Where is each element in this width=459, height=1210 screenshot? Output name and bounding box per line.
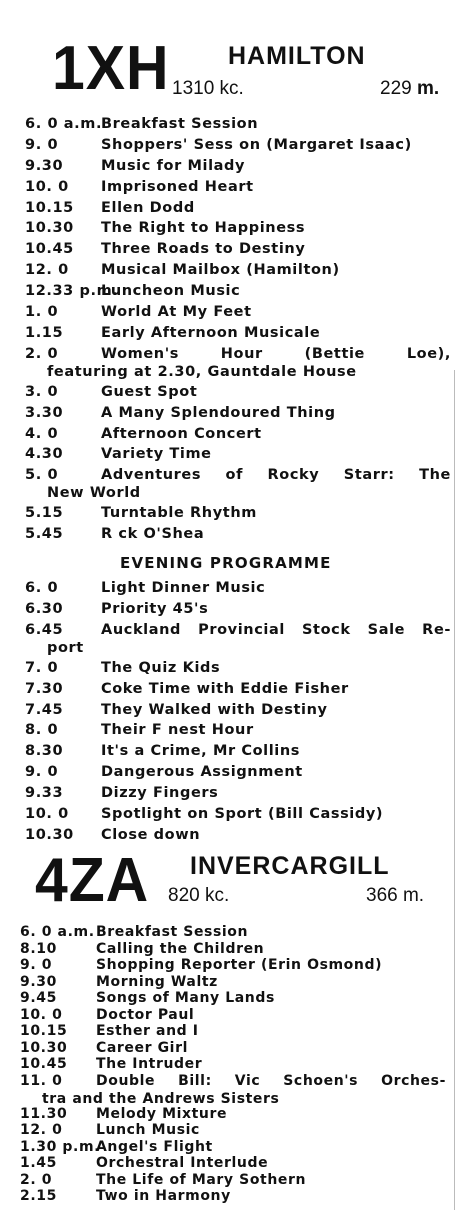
programme-time: 6. 0 a.m. [20,924,95,940]
programme-title: Angel's Flight [96,1138,213,1155]
station-frequency: 820 kc. [168,885,230,906]
programme-title: Close down [101,826,201,843]
schedule-row [25,177,455,198]
schedule-row [20,924,450,941]
programme-time: 3. 0 [25,383,59,400]
programme-title: Turntable Rhythm [101,505,257,522]
programme-time: 1. 0 [25,304,59,321]
programme-time: 9.30 [25,157,64,174]
programme-time: 1.15 [25,324,64,341]
programme-title: Adventures of Rocky Starr: The [101,467,451,484]
programme-title: Career Girl [96,1039,188,1056]
programme-time: 12. 0 [20,1122,63,1138]
station-city: INVERCARGILL [190,852,390,880]
programme-time: 9.45 [20,990,57,1006]
schedule-row [25,218,455,239]
station-city: HAMILTON [228,42,366,70]
programme-time: 11.30 [20,1105,68,1122]
programme-time: 10.30 [25,826,74,843]
schedule-row [20,1106,450,1123]
schedule-row [25,444,455,465]
programme-time: 5. 0 [25,467,59,484]
programme-title: Shopping Reporter (Erin Osmond) [96,957,383,973]
programme-time: 10. 0 [25,806,69,823]
wavelength-number: 229 [380,78,412,99]
programme-time: 7.45 [25,701,64,718]
programme-title: Breakfast Session [101,116,259,132]
programme-time: 5.15 [25,505,64,522]
programme-time: 9. 0 [20,957,53,973]
programme-title: R ck O'Shea [101,526,205,543]
programme-title: Shoppers' Sess on (Margaret Isaac) [101,136,412,153]
programme-title: World At My Feet [101,304,252,321]
schedule-row [20,941,450,958]
schedule-row [25,323,455,344]
station-frequency: 1310 kc. [172,78,244,99]
schedule-row [25,524,455,545]
programme-title: Dizzy Fingers [101,785,219,802]
programme-continuation: New World [47,485,141,502]
programme-time: 10.30 [20,1039,68,1056]
programme-title: Their F nest Hour [101,722,254,739]
schedule-row [25,156,455,177]
programme-title: Lunch Music [96,1122,200,1138]
schedule-row [25,700,455,721]
schedule-row [25,599,455,620]
programme-title: They Walked with Destiny [101,701,328,718]
programme-title: The Right to Happiness [101,220,306,237]
programme-title: Orchestral Interlude [96,1155,269,1171]
programme-time: 9. 0 [25,764,59,781]
schedule-row [25,620,455,658]
programme-time: 11. 0 [20,1072,63,1089]
programme-title: The Life of Mary Sothern [96,1171,307,1188]
programme-title: Luncheon Music [101,283,241,300]
schedule-row [20,990,450,1007]
programme-title: Melody Mixture [96,1105,228,1122]
programme-time: 10.45 [25,241,74,258]
programme-title: Three Roads to Destiny [101,241,306,258]
programme-time: 1.30 p.m. [20,1138,101,1155]
programme-time: 10.15 [20,1023,68,1039]
schedule-row [20,957,450,974]
evening-schedule [25,578,455,846]
programme-title: A Many Splendoured Thing [101,404,336,421]
schedule-row [25,741,455,762]
programme-time: 8.10 [20,940,57,957]
programme-continuation: featuring at 2.30, Gauntdale House [47,363,357,380]
programme-time: 3.30 [25,404,64,421]
programme-title: The Quiz Kids [101,659,221,676]
schedule-row [20,1023,450,1040]
programme-title: Doctor Paul [96,1006,195,1023]
programme-time: 10.15 [25,199,74,216]
programme-title: Priority 45's [101,600,209,617]
schedule-row [20,1188,450,1205]
programme-time: 6. 0 a.m. [25,116,103,132]
schedule-row [20,1155,450,1172]
schedule-row [25,503,455,524]
programme-continuation: tra and the Andrews Sisters [42,1090,280,1107]
schedule-row [25,658,455,679]
programme-time: 6.45 [25,621,64,638]
programme-title: Guest Spot [101,383,198,400]
schedule-row [20,1172,450,1189]
programme-title: Early Afternoon Musicale [101,324,321,341]
schedule-row [25,198,455,219]
programme-time: 10.30 [25,220,74,237]
programme-time: 4.30 [25,446,64,463]
schedule-row [20,1040,450,1057]
schedule-row [20,1122,450,1139]
daytime-schedule [25,114,455,545]
programme-time: 12.33 p.m. [25,283,119,300]
schedule-row [25,344,455,382]
programme-title: Auckland Provincial Stock Sale Re- [101,621,451,638]
schedule-row [25,281,455,302]
programme-time: 7.30 [25,680,64,697]
schedule-row [20,974,450,991]
programme-title: It's a Crime, Mr Collins [101,743,301,760]
programme-title: Coke Time with Eddie Fisher [101,680,349,697]
schedule-row [25,302,455,323]
programme-time: 7. 0 [25,659,59,676]
programme-time: 10. 0 [25,178,69,195]
programme-time: 6. 0 [25,580,59,596]
programme-title: Imprisoned Heart [101,178,254,195]
schedule-row [25,403,455,424]
schedule-row [20,1139,450,1156]
programme-time: 2. 0 [20,1171,53,1188]
call-sign: 4ZA [35,846,150,915]
wavelength-unit: m. [416,78,440,99]
programme-title: Two in Harmony [96,1188,231,1204]
schedule-row [25,825,455,846]
schedule-row [25,382,455,403]
programme-time: 2.15 [20,1188,57,1204]
station-wavelength [380,78,439,100]
programme-title: Spotlight on Sport (Bill Cassidy) [101,806,384,823]
schedule-row [25,260,455,281]
schedule-row [25,424,455,445]
programme-time: 12. 0 [25,262,69,279]
programme-time: 1.45 [20,1155,57,1171]
call-sign: 1XH [52,34,170,103]
programme-title: Musical Mailbox (Hamilton) [101,262,340,279]
programme-time: 8. 0 [25,722,59,739]
programme-title: The Intruder [96,1056,203,1072]
programme-title: Morning Waltz [96,973,218,990]
schedule-row [20,1073,450,1106]
schedule-row [25,762,455,783]
programme-title: Ellen Dodd [101,199,195,216]
schedule-row [25,804,455,825]
programme-time: 10.45 [20,1056,68,1072]
programme-time: 5.45 [25,526,64,543]
programme-time: 6.30 [25,600,64,617]
schedule-row [25,465,455,503]
programme-title: Breakfast Session [96,924,249,940]
station-wavelength: 366 m. [366,885,425,906]
schedule [20,924,450,1205]
schedule-row [25,679,455,700]
schedule-row [25,114,455,135]
schedule-row [25,783,455,804]
column-rule [454,370,455,1210]
programme-time: 4. 0 [25,425,59,442]
programme-time: 8.30 [25,743,64,760]
schedule-row [20,1007,450,1024]
programme-title: Esther and I [96,1023,199,1039]
evening-heading: EVENING PROGRAMME [120,554,332,572]
programme-title: Afternoon Concert [101,425,262,442]
programme-title: Songs of Many Lands [96,990,275,1006]
programme-title: Music for Milady [101,157,246,174]
schedule-row [25,578,455,599]
schedule-row [25,720,455,741]
programme-time: 2. 0 [25,345,59,362]
programme-time: 9. 0 [25,136,59,153]
programme-title: Light Dinner Music [101,580,266,596]
programme-time: 9.30 [20,973,57,990]
schedule-row [20,1056,450,1073]
programme-continuation: port [47,639,84,656]
programme-time: 9.33 [25,785,64,802]
programme-time: 10. 0 [20,1006,63,1023]
programme-title: Dangerous Assignment [101,764,303,781]
programme-title: Women's Hour (Bettie Loe), [101,345,451,362]
programme-title: Double Bill: Vic Schoen's Orches- [96,1072,446,1089]
schedule-row [25,135,455,156]
schedule-row [25,239,455,260]
programme-title: Calling the Children [96,940,265,957]
programme-title: Variety Time [101,446,212,463]
